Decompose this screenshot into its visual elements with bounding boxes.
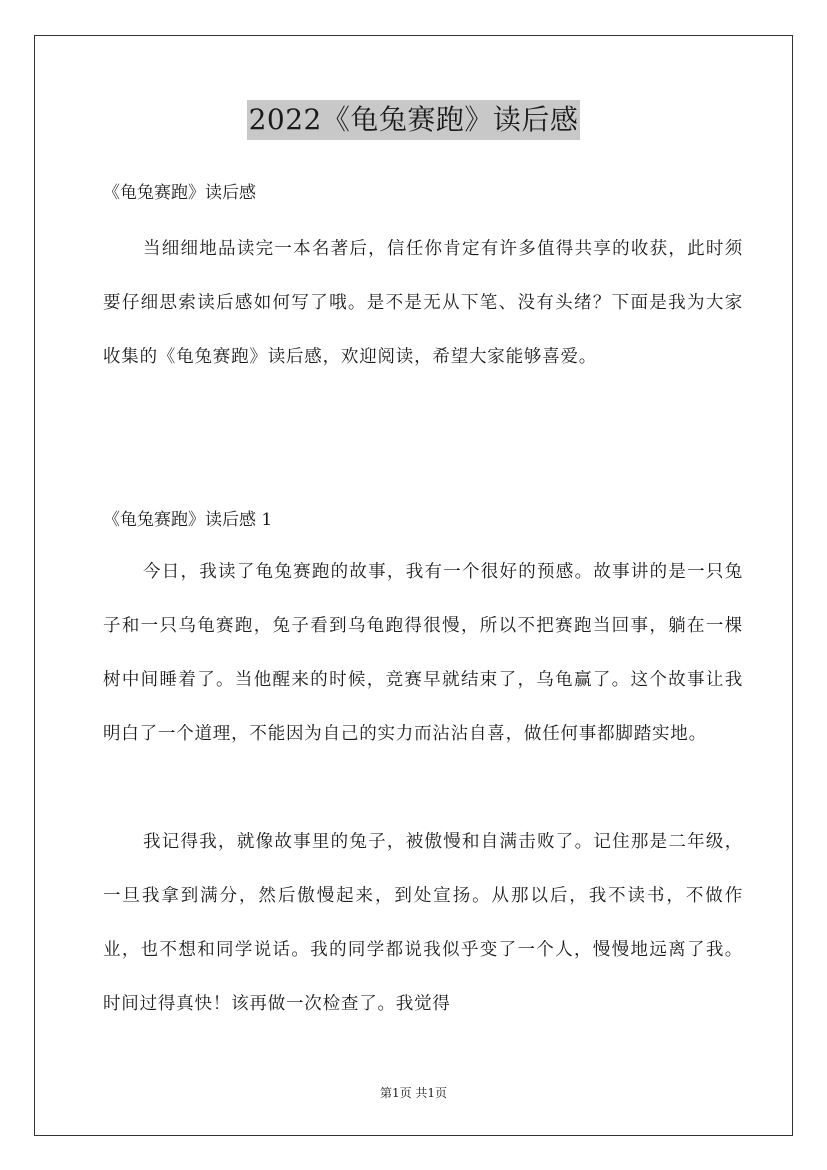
document-title: 2022《龟兔赛跑》读后感 <box>247 100 581 140</box>
section1-paragraph-1: 今日，我读了龟兔赛跑的故事，我有一个很好的预感。故事讲的是一只兔子和一只乌龟赛跑，兔子看到乌龟跑得很慢，所以不把赛跑当回事，躺在一棵树中间睡着了。当他醒来的时候，竞赛早就结束了，乌龟赢了。这个故事让我明白了一个道理，不能因为自己的实力而沾沾自喜，做任何事都脚踏实地。 <box>103 562 743 744</box>
section1-paragraph-2: 我记得我，就像故事里的兔子，被傲慢和自满击败了。记住那是二年级，一旦我拿到满分，然后傲慢起来，到处宣扬。从那以后，我不读书，不做作业，也不想和同学说话。我的同学都说我似乎变了一个人，慢慢地远离了我。时间过得真快！该再做一次检查了。我觉得 <box>103 832 743 1014</box>
page-footer: 第1页 共1页 <box>379 1086 448 1100</box>
section1-heading: 《龟兔赛跑》读后感 1 <box>103 510 273 530</box>
intro-paragraph: 当细细地品读完一本名著后，信任你肯定有许多值得共享的收获，此时须要仔细思索读后感如何写了哦。是不是无从下笔、没有头绪？下面是我为大家收集的《龟兔赛跑》读后感，欢迎阅读，希望大家能够喜爱。 <box>103 239 743 367</box>
title-container <box>0 100 827 140</box>
intro-heading: 《龟兔赛跑》读后感 <box>103 183 256 203</box>
